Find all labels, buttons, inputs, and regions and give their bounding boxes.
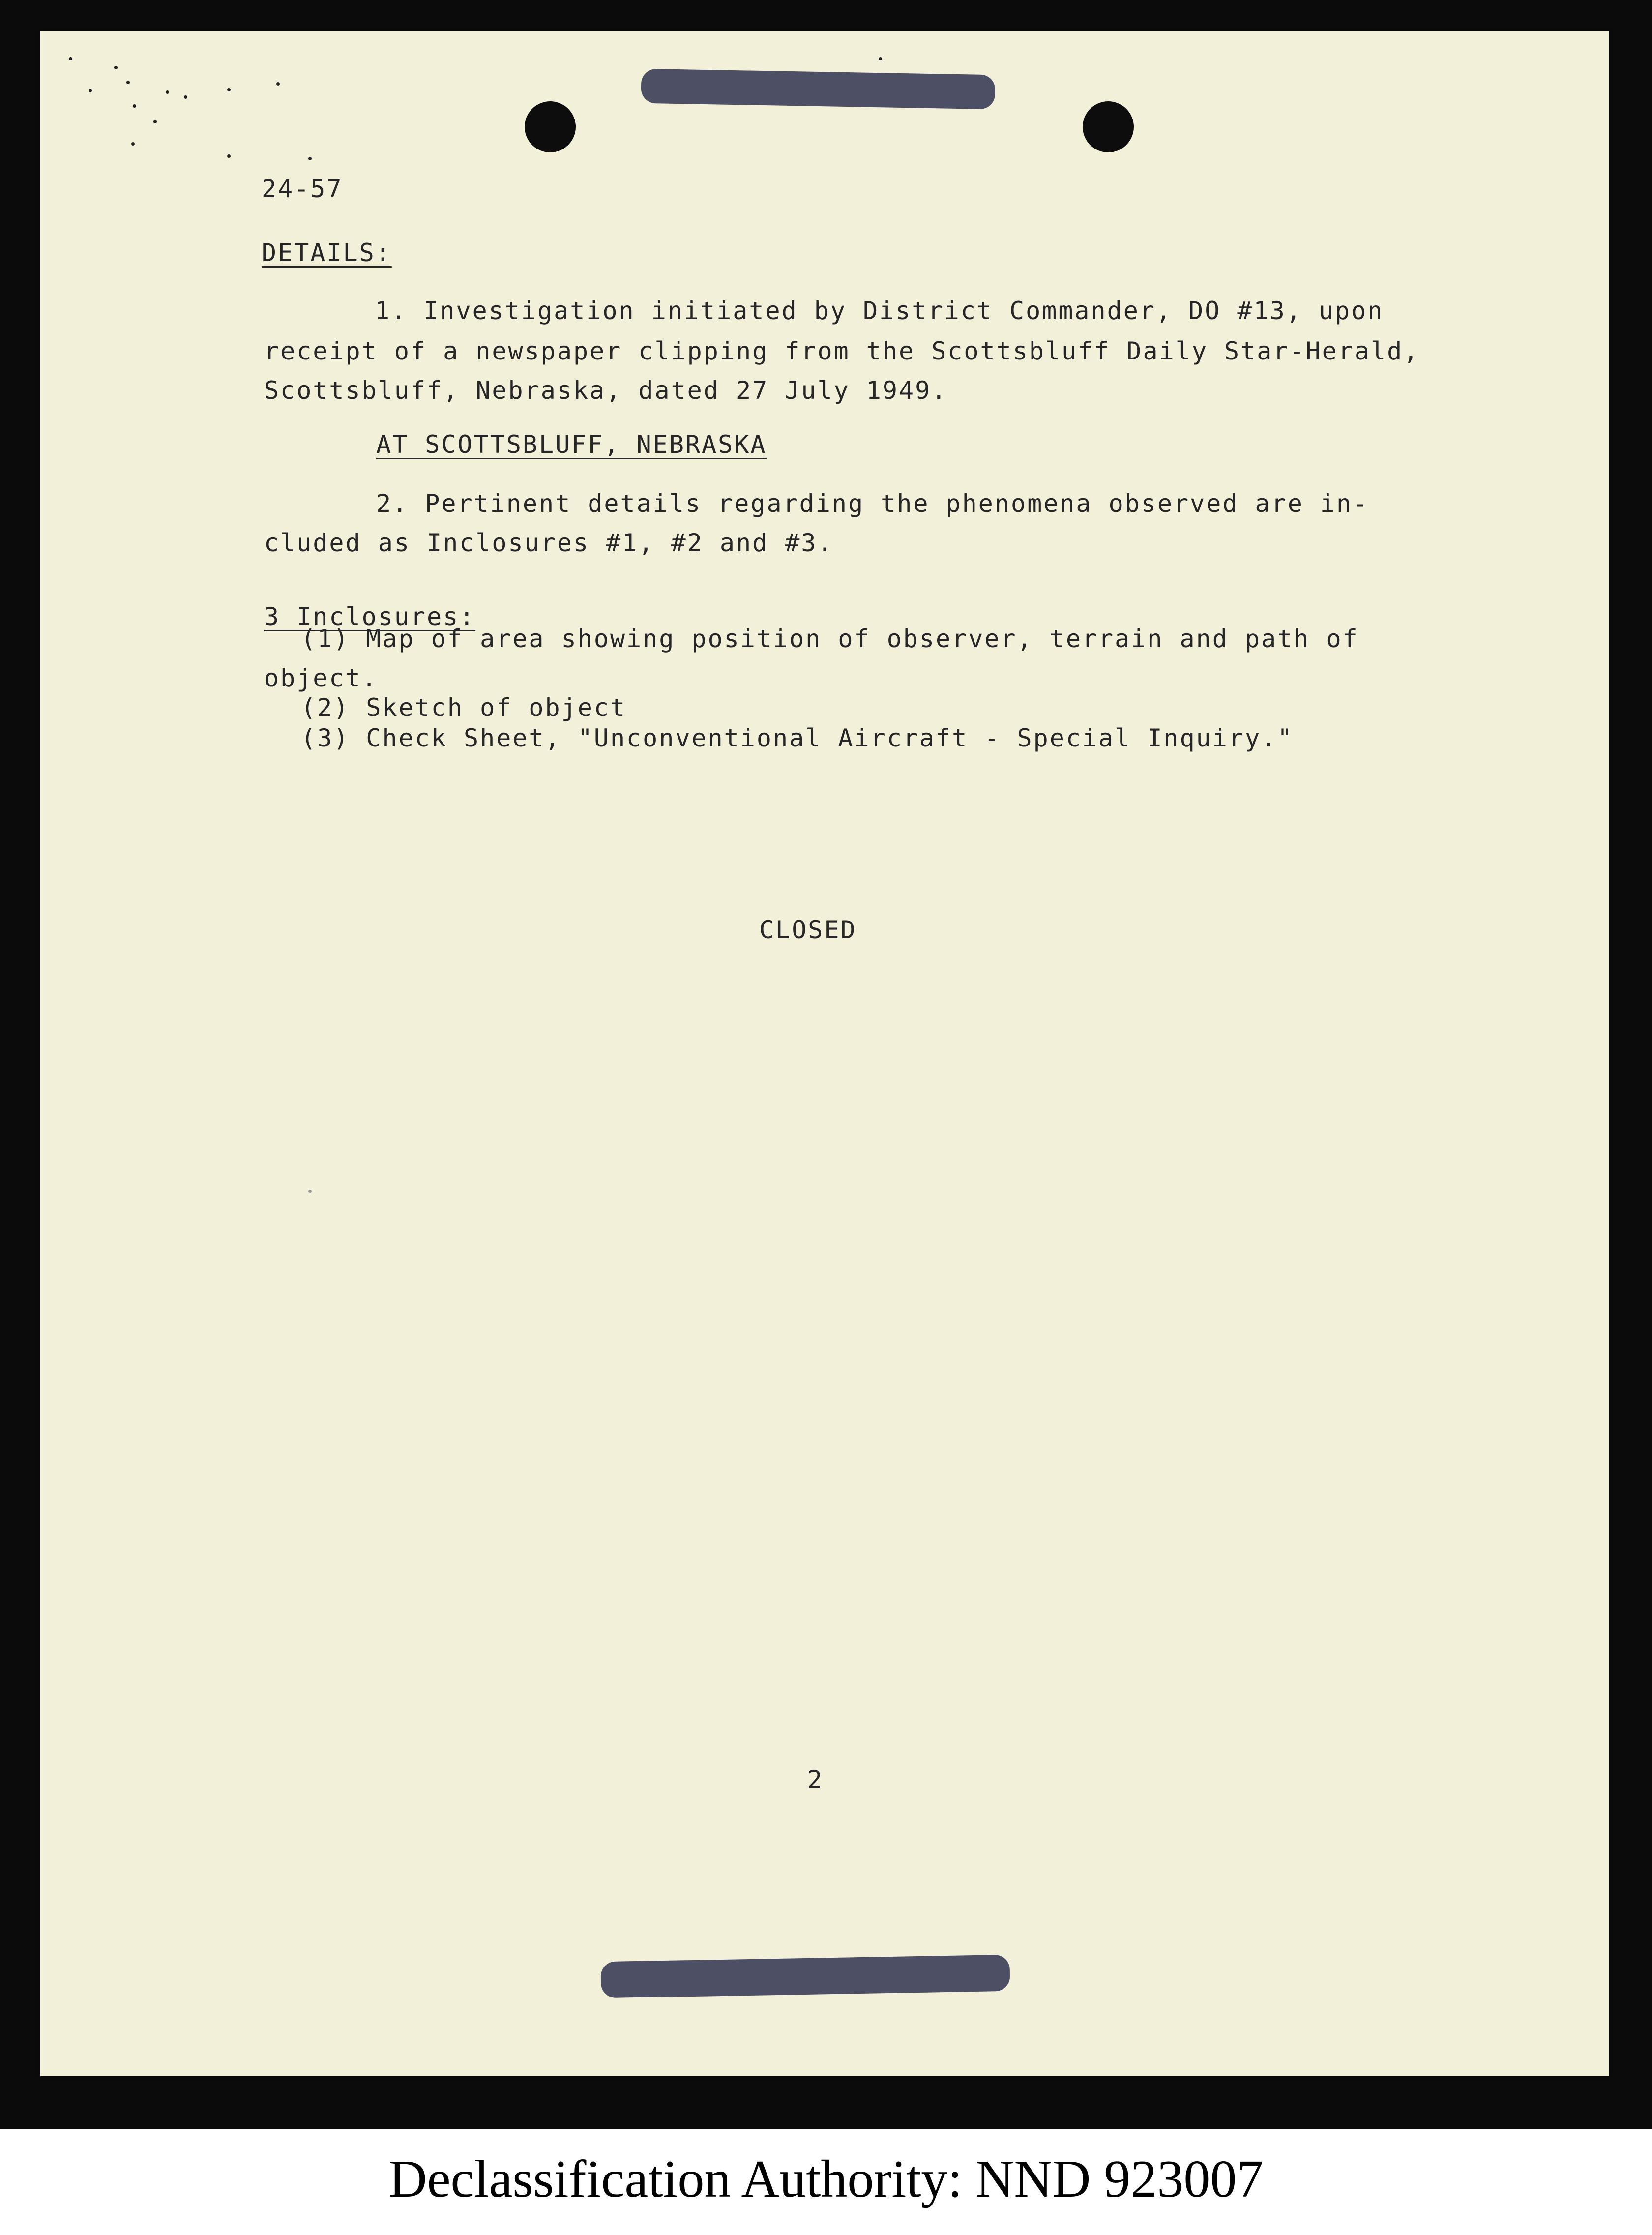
- speck: [131, 142, 135, 146]
- status-closed: CLOSED: [759, 916, 857, 944]
- speck: [227, 154, 231, 158]
- redaction-bar-bottom: [600, 1955, 1010, 1998]
- speck: [276, 82, 280, 86]
- inclosures-heading: 3 Inclosures:: [264, 602, 476, 631]
- paragraph-1-line-2: receipt of a newspaper clipping from the Scottsbluff Daily Star-Herald,: [264, 337, 1420, 365]
- page-number: 2: [807, 1765, 824, 1794]
- inclosure-1-line-2: object.: [264, 664, 378, 692]
- paragraph-1-line-3: Scottsbluff, Nebraska, dated 27 July 1949.: [264, 376, 948, 405]
- paragraph-2-line-1: 2. Pertinent details regarding the phenomena observed are in-: [376, 489, 1369, 518]
- document-page: [40, 31, 1609, 2076]
- speck: [166, 90, 169, 94]
- speck: [114, 66, 118, 69]
- speck: [184, 95, 187, 99]
- speck: [133, 104, 136, 108]
- speck: [227, 88, 231, 91]
- declassification-footer: [0, 2129, 1652, 2235]
- location-heading: AT SCOTTSBLUFF, NEBRASKA: [376, 430, 767, 459]
- punch-hole-left: [525, 101, 576, 152]
- paragraph-1-line-1: 1. Investigation initiated by District Commander, DO #13, upon: [375, 297, 1384, 325]
- speck: [308, 157, 312, 160]
- speck: [308, 1190, 312, 1193]
- inclosure-1-line-1: (1) Map of area showing position of observer, terrain and path of: [301, 625, 1359, 653]
- redaction-bar-top: [641, 69, 995, 110]
- paragraph-2-line-2: cluded as Inclosures #1, #2 and #3.: [264, 529, 834, 557]
- inclosure-2: (2) Sketch of object: [301, 693, 627, 722]
- details-heading: DETAILS:: [262, 238, 392, 267]
- declassification-authority: Declassification Authority: NND 923007: [388, 2150, 1264, 2208]
- speck: [126, 81, 130, 84]
- file-number: 24-57: [262, 175, 343, 203]
- speck: [88, 89, 92, 92]
- speck: [879, 57, 882, 60]
- speck: [69, 57, 72, 60]
- inclosure-3: (3) Check Sheet, "Unconventional Aircraft - Special Inquiry.": [301, 724, 1294, 752]
- punch-hole-right: [1083, 101, 1134, 152]
- speck: [153, 120, 157, 123]
